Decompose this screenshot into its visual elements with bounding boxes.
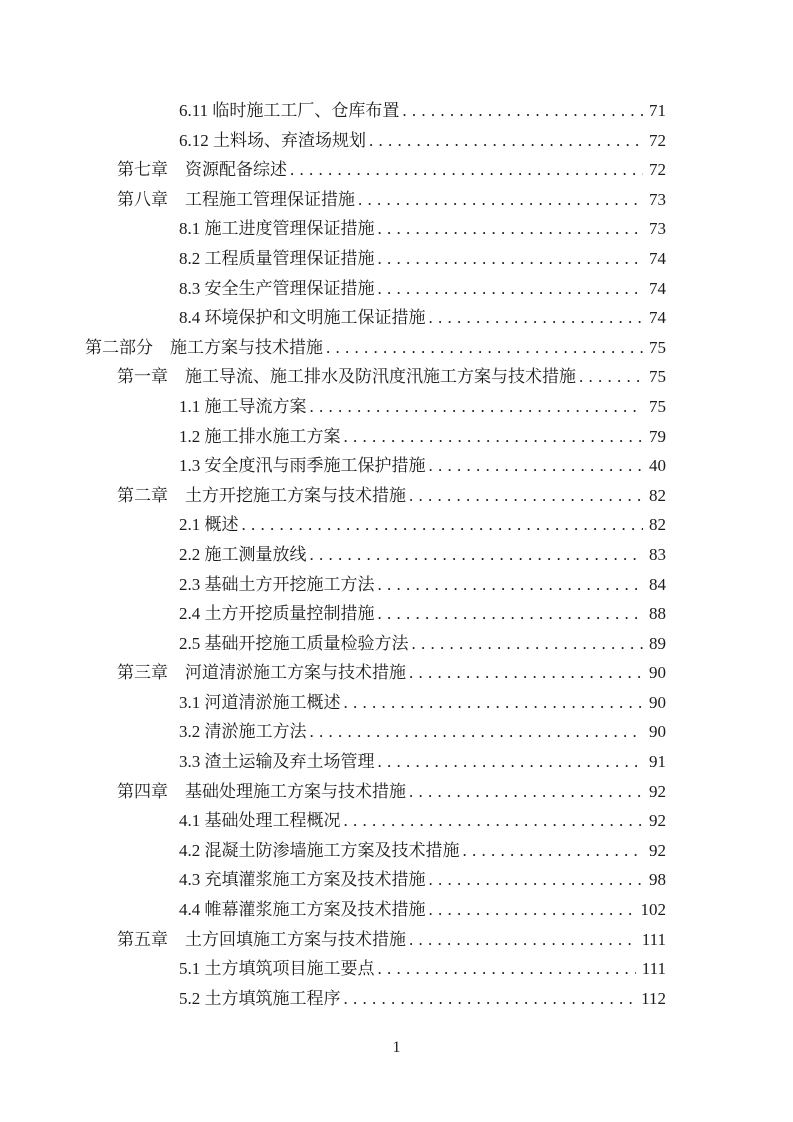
toc-entry[interactable] (85, 954, 666, 984)
toc-leader-dots (307, 392, 644, 422)
toc-leader-dots (399, 96, 643, 126)
toc-entry-title: 8.1 施工进度管理保证措施 (179, 219, 375, 239)
toc-entry-page: 83 (649, 544, 666, 564)
toc-entry-page: 90 (649, 663, 666, 683)
toc-entry[interactable] (85, 214, 666, 244)
table-of-contents (85, 96, 666, 1013)
toc-entry-page: 74 (649, 248, 666, 268)
toc-entry-page: 74 (649, 308, 666, 328)
toc-leader-dots (341, 984, 636, 1014)
toc-entry-title: 5.2 土方填筑施工程序 (179, 988, 341, 1008)
toc-leader-dots (287, 155, 643, 185)
toc-entry-title: 2.3 基础土方开挖施工方法 (179, 574, 375, 594)
toc-entry-title: 8.3 安全生产管理保证措施 (179, 278, 375, 298)
toc-entry-page: 72 (649, 160, 666, 180)
toc-entry-page: 102 (640, 900, 666, 920)
toc-entry-title: 第二部分 施工方案与技术措施 (85, 337, 323, 357)
toc-entry-page: 73 (649, 189, 666, 209)
toc-leader-dots (375, 214, 644, 244)
toc-leader-dots (406, 658, 643, 688)
toc-entry-title: 2.1 概述 (179, 515, 239, 535)
toc-entry-title: 6.11 临时施工工厂、仓库布置 (179, 101, 400, 120)
toc-entry[interactable] (85, 244, 666, 274)
toc-entry-title: 第二章 土方开挖施工方案与技术措施 (117, 485, 406, 505)
toc-entry-page: 91 (649, 752, 666, 772)
toc-entry[interactable] (85, 392, 666, 422)
toc-leader-dots (460, 836, 644, 866)
toc-leader-dots (375, 570, 644, 600)
toc-leader-dots (426, 865, 644, 895)
toc-entry[interactable] (85, 806, 666, 836)
toc-entry[interactable] (85, 126, 666, 156)
toc-leader-dots (366, 126, 643, 156)
toc-entry-page: 92 (649, 781, 666, 801)
toc-entry-page: 88 (649, 604, 666, 624)
toc-entry-page: 74 (649, 278, 666, 298)
toc-entry[interactable] (85, 540, 666, 570)
toc-entry[interactable] (85, 510, 666, 540)
toc-entry-title: 第五章 土方回填施工方案与技术措施 (117, 929, 406, 949)
toc-entry-page: 82 (649, 485, 666, 505)
toc-entry-title: 6.12 土料场、弃渣场规划 (179, 130, 366, 150)
toc-entry[interactable] (85, 303, 666, 333)
toc-entry-page: 82 (649, 515, 666, 535)
toc-leader-dots (375, 599, 644, 629)
toc-entry-title: 1.1 施工导流方案 (179, 396, 307, 416)
toc-leader-dots (375, 747, 644, 777)
toc-entry-page: 90 (649, 722, 666, 742)
toc-leader-dots (406, 777, 643, 807)
toc-entry-page: 40 (649, 456, 666, 476)
toc-leader-dots (426, 303, 644, 333)
toc-entry-title: 1.2 施工排水施工方案 (179, 426, 341, 446)
toc-leader-dots (426, 451, 644, 481)
toc-entry[interactable] (85, 422, 666, 452)
toc-entry-title: 3.2 清淤施工方法 (179, 722, 307, 742)
toc-leader-dots (341, 806, 644, 836)
toc-entry-title: 2.2 施工测量放线 (179, 544, 307, 564)
toc-leader-dots (341, 688, 644, 718)
toc-entry[interactable] (85, 599, 666, 629)
toc-entry[interactable] (85, 362, 666, 392)
toc-entry[interactable] (85, 688, 666, 718)
toc-entry-page: 71 (649, 101, 666, 120)
toc-entry-title: 1.3 安全度汛与雨季施工保护措施 (179, 456, 426, 476)
toc-entry-page: 92 (649, 811, 666, 831)
toc-leader-dots (341, 422, 644, 452)
toc-entry-title: 第四章 基础处理施工方案与技术措施 (117, 781, 406, 801)
toc-entry-page: 84 (649, 574, 666, 594)
toc-entry-title: 8.4 环境保护和文明施工保证措施 (179, 308, 426, 328)
toc-leader-dots (375, 274, 644, 304)
toc-entry[interactable] (85, 185, 666, 215)
toc-entry-page: 72 (649, 130, 666, 150)
toc-entry-title: 8.2 工程质量管理保证措施 (179, 248, 375, 268)
toc-entry-title: 第三章 河道清淤施工方案与技术措施 (117, 663, 406, 683)
toc-entry-title: 5.1 土方填筑项目施工要点 (179, 959, 375, 979)
toc-entry-title: 第一章 施工导流、施工排水及防汛度汛施工方案与技术措施 (117, 367, 576, 387)
toc-entry-page: 111 (641, 959, 666, 979)
toc-entry[interactable] (85, 836, 666, 866)
toc-entry-page: 73 (649, 219, 666, 239)
toc-entry[interactable] (85, 865, 666, 895)
toc-entry-title: 2.5 基础开挖施工质量检验方法 (179, 633, 409, 653)
toc-entry[interactable] (85, 895, 666, 925)
toc-entry-page: 75 (649, 337, 666, 357)
toc-entry[interactable] (85, 717, 666, 747)
toc-entry-title: 4.1 基础处理工程概况 (179, 811, 341, 831)
toc-leader-dots (307, 540, 644, 570)
toc-entry-page: 79 (649, 426, 666, 446)
toc-leader-dots (406, 481, 643, 511)
toc-entry[interactable] (85, 96, 666, 126)
toc-entry[interactable] (85, 747, 666, 777)
toc-entry[interactable] (85, 984, 666, 1014)
toc-entry-page: 90 (649, 692, 666, 712)
toc-entry-title: 3.1 河道清淤施工概述 (179, 692, 341, 712)
toc-leader-dots (355, 185, 643, 215)
toc-entry[interactable] (85, 925, 666, 955)
toc-entry-page: 75 (649, 367, 666, 387)
toc-entry-title: 第七章 资源配备综述 (117, 160, 287, 180)
toc-entry[interactable] (85, 451, 666, 481)
toc-entry-page: 92 (649, 840, 666, 860)
toc-entry[interactable] (85, 274, 666, 304)
toc-leader-dots (239, 510, 644, 540)
toc-entry[interactable] (85, 629, 666, 659)
footer-page-number: 1 (392, 1039, 401, 1056)
toc-leader-dots (375, 244, 644, 274)
toc-leader-dots (576, 362, 643, 392)
toc-entry-page: 112 (641, 988, 666, 1008)
toc-leader-dots (406, 925, 636, 955)
toc-leader-dots (307, 717, 644, 747)
toc-entry[interactable] (85, 777, 666, 807)
toc-leader-dots (375, 954, 636, 984)
page-footer (0, 1038, 793, 1058)
toc-leader-dots (323, 333, 643, 363)
toc-entry[interactable] (85, 333, 666, 363)
toc-entry-title: 第八章 工程施工管理保证措施 (117, 189, 355, 209)
toc-entry-title: 4.3 充填灌浆施工方案及技术措施 (179, 870, 426, 890)
toc-entry[interactable] (85, 570, 666, 600)
toc-entry-title: 4.4 帷幕灌浆施工方案及技术措施 (179, 900, 426, 920)
toc-entry[interactable] (85, 658, 666, 688)
toc-entry-page: 98 (649, 870, 666, 890)
toc-leader-dots (426, 895, 635, 925)
toc-entry-title: 4.2 混凝土防渗墙施工方案及技术措施 (179, 840, 460, 860)
toc-entry-page: 75 (649, 396, 666, 416)
toc-entry[interactable] (85, 155, 666, 185)
toc-entry-title: 3.3 渣土运输及弃土场管理 (179, 752, 375, 772)
toc-entry-title: 2.4 土方开挖质量控制措施 (179, 604, 375, 624)
toc-entry-page: 111 (641, 929, 666, 949)
toc-entry-page: 89 (649, 633, 666, 653)
toc-entry[interactable] (85, 481, 666, 511)
toc-leader-dots (409, 629, 644, 659)
